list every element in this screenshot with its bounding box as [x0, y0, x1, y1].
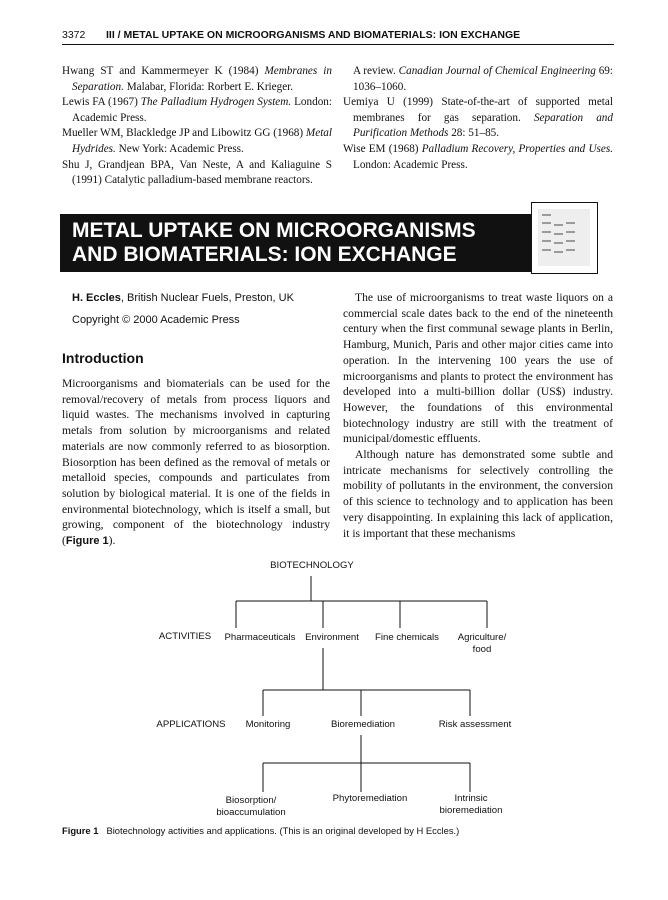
diagram-node-bioremediation: Bioremediation	[331, 719, 395, 730]
header-rule	[62, 44, 614, 45]
body-paragraph: The use of microorganisms to treat waste liquors on a commercial scale dates back to the end of the nineteenth century when the first communal sewage plants in Berlin, Hamburg, Munich, Paris and other major cities came into operation. In the intervening 100 years the use of microorganisms and plants to protect the environment has developed into a multi-billion dollar (US$) industry. However, the foundations of this environmental biotechnology industry are still with the treatment of municipal/domestic effluents.	[343, 291, 613, 446]
reference-item: Mueller WM, Blackledge JP and Libowitz GG (1968) Metal Hydrides. New York: Academic Press.	[62, 127, 333, 155]
diagram-node-environment: Environment	[305, 632, 359, 643]
section-heading-introduction: Introduction	[62, 350, 144, 366]
diagram-node-agriculture-food: Agriculture/ food	[457, 632, 507, 655]
section-thumbnail-icon	[531, 202, 598, 274]
reference-item: Lewis FA (1967) The Palladium Hydrogen System. London: Academic Press.	[62, 96, 332, 124]
running-header	[62, 29, 614, 45]
article-title: METAL UPTAKE ON MICROORGANISMS AND BIOMATERIALS: ION EXCHANGE	[72, 219, 476, 266]
text-lines-icon	[538, 209, 590, 266]
diagram-root-label: BIOTECHNOLOGY	[270, 560, 354, 571]
references-right-column	[343, 64, 613, 173]
page-number: 3372	[62, 29, 86, 41]
diagram-node-monitoring: Monitoring	[245, 719, 291, 730]
diagram-node-risk-assessment: Risk assessment	[438, 719, 512, 730]
diagram-applications-label: APPLICATIONS	[156, 719, 226, 730]
body-paragraph: Although nature has demonstrated some subtle and intricate mechanisms for selectively controlling the mobility of pollutants in the environment, the conversion of this science to technology and to application has been very disappointing. In explaining this lack of application, it is important that these mechanisms	[343, 448, 613, 540]
copyright-line: Copyright © 2000 Academic Press	[72, 314, 240, 326]
figure-caption: Figure 1 Biotechnology activities and applications. (This is an original developed by H Eccles.)	[62, 825, 460, 836]
running-title: III / METAL UPTAKE ON MICROORGANISMS AND BIOMATERIALS: ION EXCHANGE	[106, 29, 521, 41]
diagram-activities-label: ACTIVITIES	[158, 631, 212, 642]
reference-item: Hwang ST and Kammermeyer K (1984) Membranes in Separation. Malabar, Florida: Rorbert E. Krieger.	[62, 65, 332, 93]
reference-item: A review. Canadian Journal of Chemical Engineering 69: 1036–1060.	[353, 65, 613, 93]
diagram-node-fine-chemicals: Fine chemicals	[375, 632, 439, 643]
reference-item: Wise EM (1968) Palladium Recovery, Properties and Uses. London: Academic Press.	[343, 142, 613, 171]
reference-item: Shu J, Grandjean BPA, Van Neste, A and Kaliaguine S (1991) Catalytic palladium-based membrane reactors.	[62, 158, 332, 187]
diagram-node-phytoremediation: Phytoremediation	[332, 793, 408, 804]
references-left-column	[62, 64, 332, 189]
introduction-paragraph: Microorganisms and biomaterials can be used for the removal/recovery of metals from process liquors and liquid wastes. The mechanisms involved in capturing metals from solution by microorganisms and related materials are now commonly referred to as biosorption. Biosorption has been defined as the removal of metals or metalloid species, compounds and particulates from solution by biological material. It is one of the fields in environmental biotechnology, which is itself a small, but growing, component of the biotechnology industry (Figure 1).	[62, 377, 330, 548]
diagram-node-intrinsic-bioremediation: Intrinsic bioremediation	[439, 793, 503, 816]
diagram-node-biosorption: Biosorption/ bioaccumulation	[216, 795, 286, 818]
author-line: H. Eccles, British Nuclear Fuels, Preston, UK	[72, 292, 294, 304]
reference-item: Uemiya U (1999) State-of-the-art of supported metal membranes for gas separation. Separation and Purification Methods 28: 51–85.	[343, 96, 613, 140]
diagram-node-pharmaceuticals: Pharmaceuticals	[224, 632, 296, 643]
figure-reference-link[interactable]: Figure 1	[65, 535, 109, 548]
